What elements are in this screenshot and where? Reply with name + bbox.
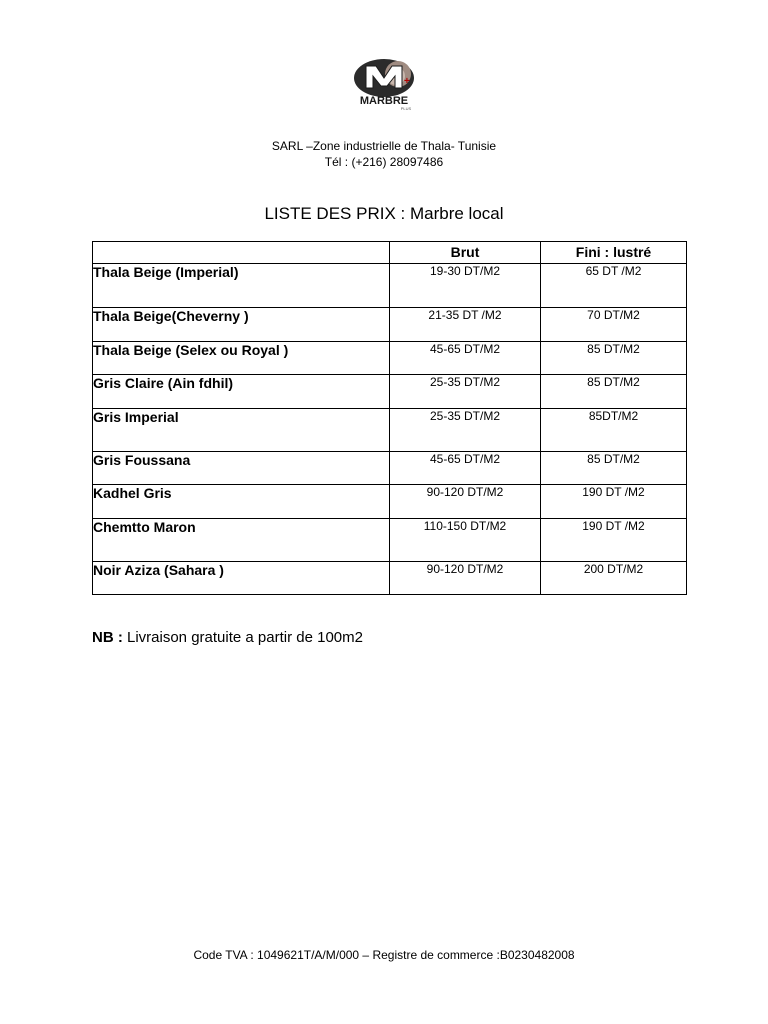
- company-phone: Tél : (+216) 28097486: [324, 155, 444, 169]
- table-row: [93, 264, 687, 308]
- price-fini: 190 DT /M2: [541, 519, 687, 562]
- price-brut: 25-35 DT/M2: [390, 375, 541, 409]
- product-name: Gris Imperial: [93, 409, 390, 452]
- product-name: Thala Beige (Imperial): [93, 264, 390, 308]
- table-row: [93, 562, 687, 595]
- product-name: Gris Foussana: [93, 452, 390, 485]
- title-subject: Marbre local: [409, 204, 504, 223]
- price-fini: 190 DT /M2: [541, 485, 687, 519]
- table-row: [93, 519, 687, 562]
- product-name: Thala Beige (Selex ou Royal ): [93, 342, 390, 375]
- price-brut: 19-30 DT/M2: [390, 264, 541, 308]
- column-header-fini: Fini : lustré: [541, 242, 687, 264]
- note-text: Livraison gratuite a partir de 100m2: [127, 629, 363, 646]
- company-logo: [332, 52, 436, 112]
- table-row: [93, 342, 687, 375]
- price-brut: 45-65 DT/M2: [390, 452, 541, 485]
- product-name: Kadhel Gris: [93, 485, 390, 519]
- price-fini: 70 DT/M2: [541, 308, 687, 342]
- svg-text:+: +: [404, 76, 410, 87]
- delivery-note: [92, 628, 363, 648]
- title-prefix: LISTE DES PRIX :: [264, 204, 410, 223]
- page-title: [0, 203, 768, 225]
- table-row: [93, 452, 687, 485]
- price-fini: 85DT/M2: [541, 409, 687, 452]
- price-fini: 85 DT/M2: [541, 452, 687, 485]
- table-row: [93, 375, 687, 409]
- footer-registration: Code TVA : 1049621T/A/M/000 – Registre de commerce :B0230482008: [193, 948, 575, 962]
- product-name: Chemtto Maron: [93, 519, 390, 562]
- price-brut: 90-120 DT/M2: [390, 485, 541, 519]
- column-header-product: [93, 242, 390, 264]
- product-name: Thala Beige(Cheverny ): [93, 308, 390, 342]
- product-name: Gris Claire (Ain fdhil): [93, 375, 390, 409]
- company-address: SARL –Zone industrielle de Thala- Tunisie: [271, 139, 497, 153]
- note-label: NB :: [92, 629, 127, 646]
- price-table: [92, 241, 687, 595]
- price-brut: 25-35 DT/M2: [390, 409, 541, 452]
- table-row: [93, 308, 687, 342]
- price-fini: 85 DT/M2: [541, 342, 687, 375]
- table-row: [93, 409, 687, 452]
- product-name: Noir Aziza (Sahara ): [93, 562, 390, 595]
- logo-wordmark: MARBRE: [359, 95, 409, 107]
- table-row: [93, 485, 687, 519]
- logo-subtext: PLUS: [400, 106, 412, 111]
- table-header-row: [93, 242, 687, 264]
- price-brut: 90-120 DT/M2: [390, 562, 541, 595]
- price-brut: 21-35 DT /M2: [390, 308, 541, 342]
- price-fini: 65 DT /M2: [541, 264, 687, 308]
- column-header-brut: Brut: [390, 242, 541, 264]
- price-brut: 45-65 DT/M2: [390, 342, 541, 375]
- price-fini: 200 DT/M2: [541, 562, 687, 595]
- price-brut: 110-150 DT/M2: [390, 519, 541, 562]
- price-fini: 85 DT/M2: [541, 375, 687, 409]
